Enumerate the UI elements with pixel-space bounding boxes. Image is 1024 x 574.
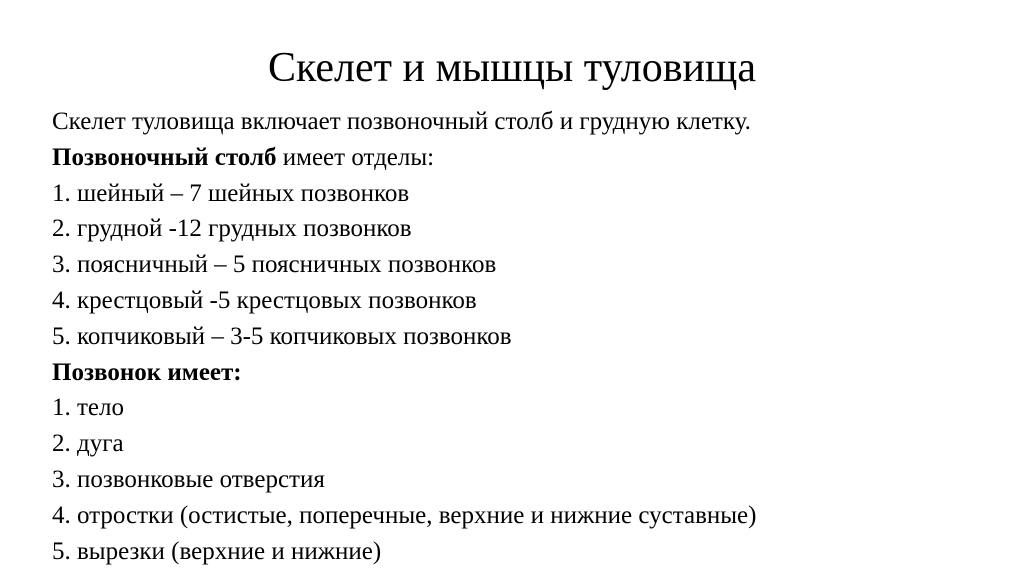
spine-section-item: 4. крестцовый -5 крестцовых позвонков [52, 286, 477, 314]
spine-heading-rest: имеет отделы: [276, 143, 435, 171]
vertebra-part-item: 1. тело [52, 394, 124, 422]
intro-text: Скелет туловища включает позвоночный столб и грудную клетку. [52, 108, 751, 135]
slide-title: Скелет и мышцы туловища [268, 45, 756, 91]
spine-section-item: 3. поясничный – 5 поясничных позвонков [52, 251, 497, 279]
vertebra-part-item: 3. позвонковые отверстия [52, 465, 325, 493]
spine-heading [52, 140, 1002, 176]
spine-section-item: 5. копчиковый – 3-5 копчиковых позвонков [52, 322, 512, 350]
vertebra-heading: Позвонок имеет: [52, 358, 242, 386]
spine-section-item: 2. грудной -12 грудных позвонков [52, 215, 412, 243]
spine-section-item: 1. шейный – 7 шейных позвонков [52, 179, 410, 207]
vertebra-part-item: 4. отростки (остистые, поперечные, верхние и нижние суставные) [52, 501, 757, 529]
vertebra-part-item: 2. дуга [52, 430, 124, 458]
vertebra-part-item: 5. вырезки (верхние и нижние) [52, 537, 382, 565]
spine-heading-bold: Позвоночный столб [52, 143, 277, 171]
slide-body [52, 104, 1002, 569]
